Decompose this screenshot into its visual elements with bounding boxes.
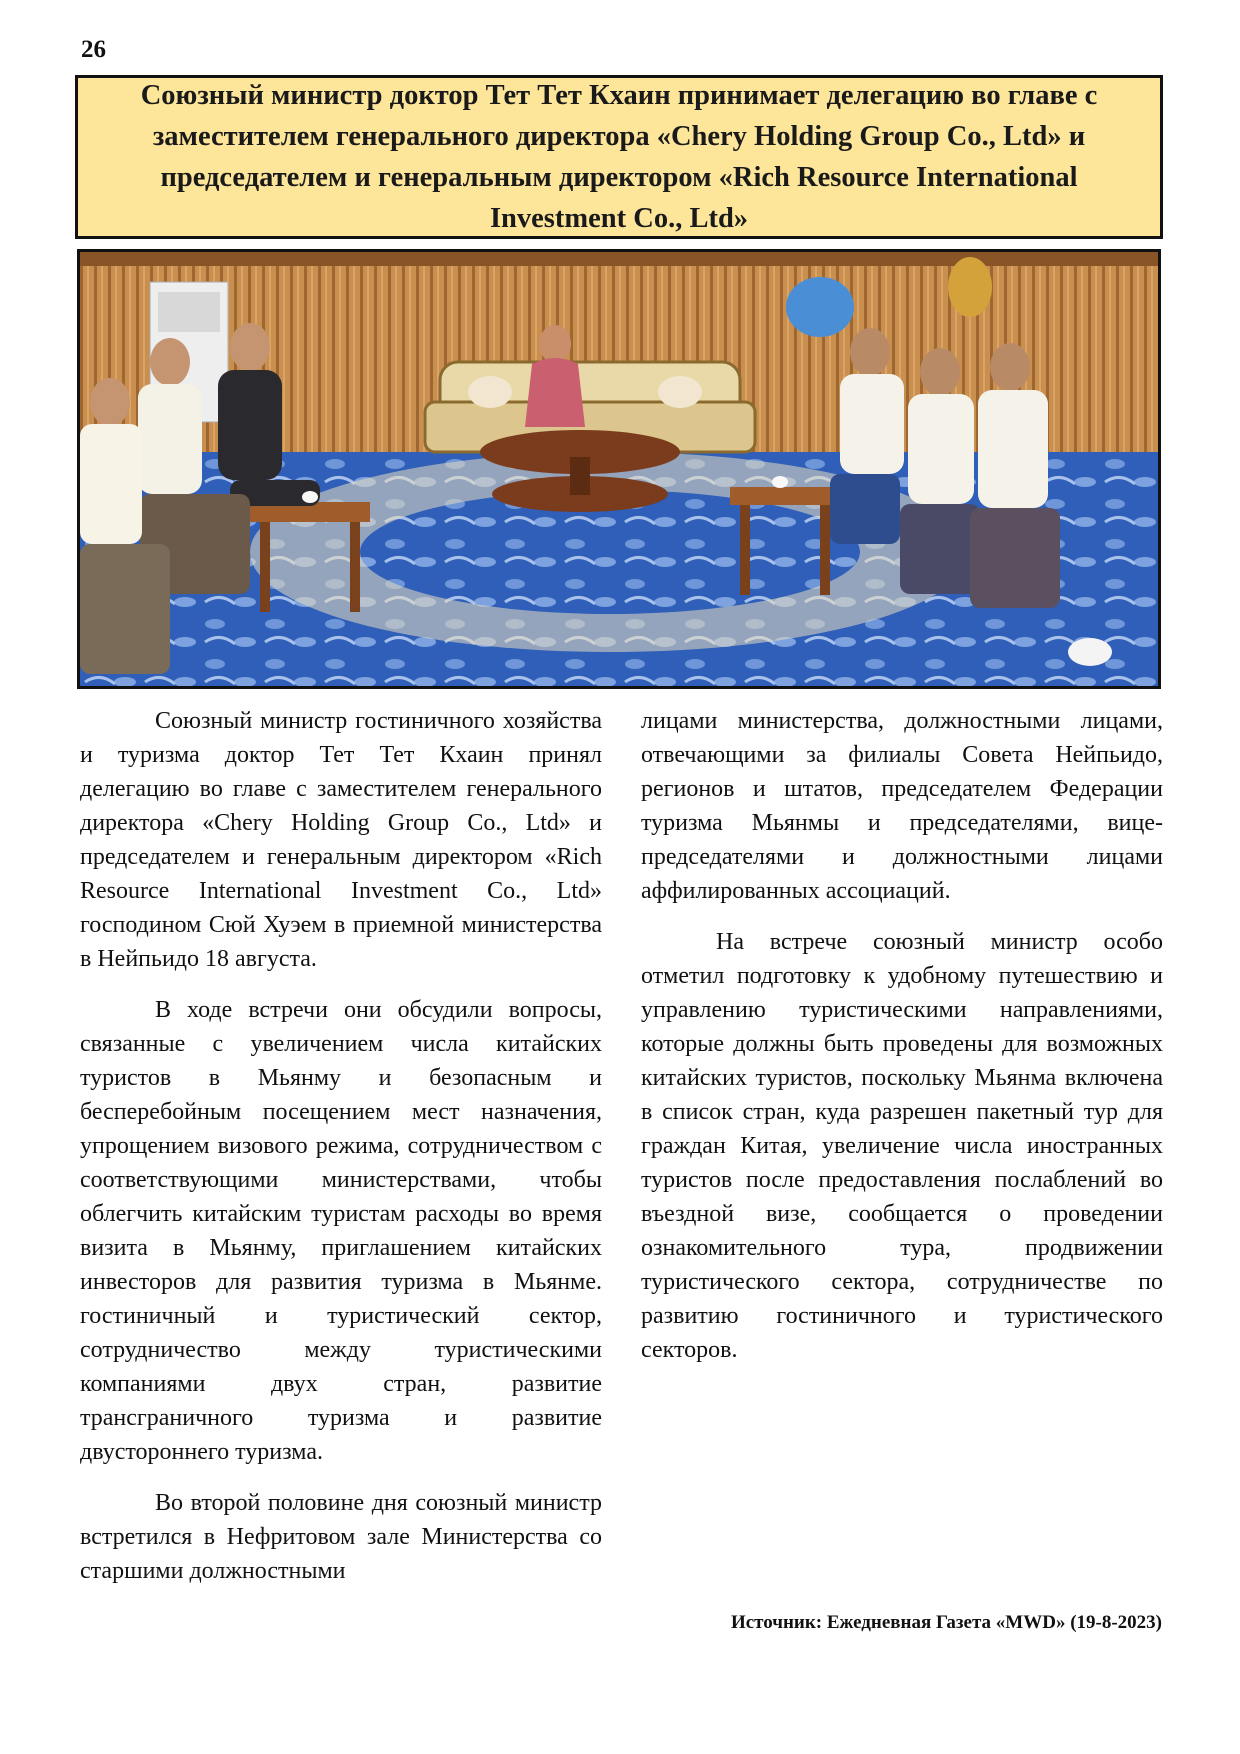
meeting-photo-illustration (80, 252, 1158, 686)
article-paragraph: Союзный министр гостиничного хозяйства и туризма доктор Тет Тет Кхаин принял делегацию во главе с заместителем генерального директора «Chery Holding Group Co., Ltd» и председателем и генеральным директором «Rich Resource International Investment Co., Ltd» господином Сюй Хуэем в приемной министерства в Нейпьидо 18 августа. (80, 708, 602, 972)
article-column-left (80, 704, 602, 1605)
article-paragraph-continued: лицами министерства, должностными лицами, отвечающими за филиалы Совета Нейпьидо, регионов и штатов, председателем Федерации туризма Мьянмы и председателями, вице-председателями и должностными лицами аффилированных ассоциаций. (641, 708, 1163, 904)
page-number: 26 (81, 36, 106, 63)
article-column-right (641, 704, 1163, 1384)
headline-box (75, 75, 1163, 239)
article-paragraph: На встрече союзный министр особо отметил подготовку к удобному путешествию и управлению туристическими направлениями, которые должны быть проведены для возможных китайских туристов, поскольку Мьянма включена в список стран, куда разрешен пакетный тур для граждан Китая, увеличение числа иностранных туристов после предоставления послаблений во въездной визе, сообщается о проведении ознакомительного тура, продвижении туристического сектора, сотрудничестве по развитию гостиничного и туристического секторов. (641, 929, 1163, 1363)
article-paragraph: Во второй половине дня союзный министр встретился в Нефритовом зале Министерства со старшими должностными (80, 1490, 602, 1584)
source-credit: Источник: Ежедневная Газета «MWD» (19-8-2023) (730, 1612, 1162, 1633)
article-paragraph: В ходе встречи они обсудили вопросы, связанные с увеличением числа китайских туристов в Мьянму и безопасным и бесперебойным посещением мест назначения, упрощением визового режима, сотрудничеством с соответствующими министерствами, чтобы облегчить китайским туристам расходы во время визита в Мьянму, приглашением китайских инвесторов для развития туризма в Мьянме. гостиничный и туристический сектор, сотрудничество между туристическими компаниями двух стран, развитие трансграничного туризма и развитие двустороннего туризма. (80, 997, 602, 1465)
headline: Союзный министр доктор Тет Тет Кхаин принимает делегацию во главе с заместителем генерального директора «Chery Holding Group Co., Ltd» и председателем и генеральным директором «Rich Resource International Investment Co., Ltd» (140, 80, 1098, 234)
meeting-photo (77, 249, 1161, 689)
